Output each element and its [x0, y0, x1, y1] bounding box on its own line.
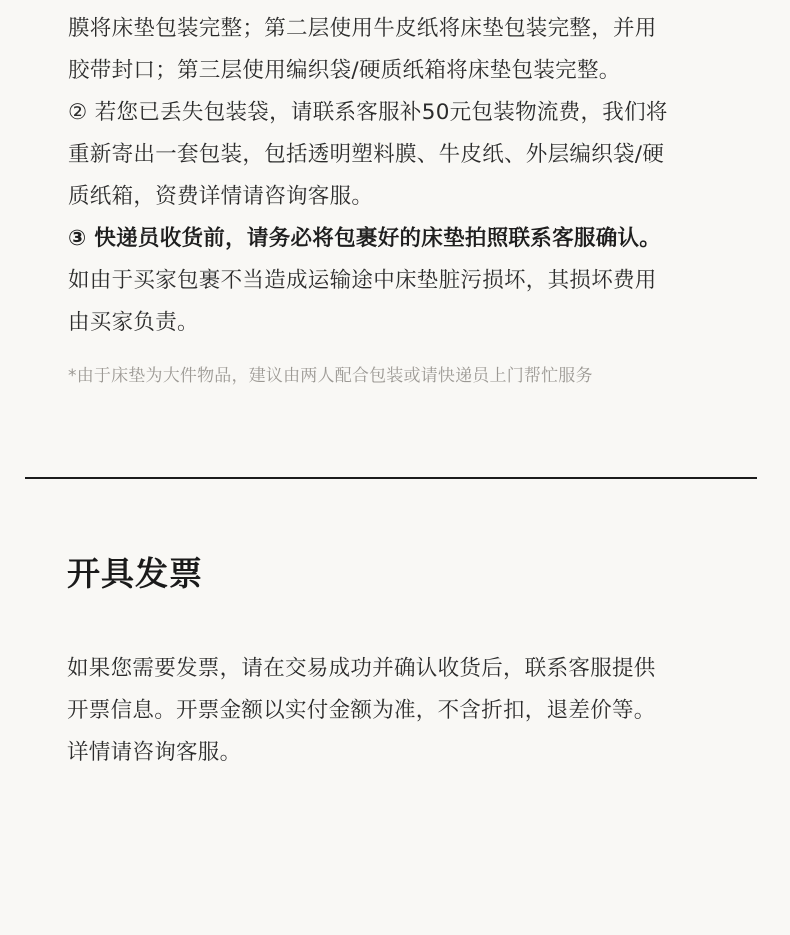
invoice-heading: 开具发票 [67, 554, 203, 593]
courier-photo-notice: ③ 快递员收货前，请务必将包裹好的床垫拍照联系客服确认。 [68, 226, 662, 251]
packing-footnote: *由于床垫为大件物品，建议由两人配合包装或请快递员上门帮忙服务 [68, 366, 593, 386]
damage-liability-line: 如由于买家包裹不当造成运输途中床垫脏污损坏，其损坏费用 [68, 268, 657, 293]
invoice-line: 详情请咨询客服。 [67, 740, 242, 765]
lost-packaging-line: ② 若您已丢失包装袋，请联系客服补50元包装物流费，我们将 [68, 100, 668, 125]
section-divider [25, 477, 757, 479]
invoice-line: 开票信息。开票金额以实付金额为准，不含折扣，退差价等。 [67, 698, 656, 723]
lost-packaging-line: 质纸箱，资费详情请咨询客服。 [68, 184, 374, 209]
packing-instructions [68, 8, 748, 396]
lost-packaging-line: 重新寄出一套包装，包括透明塑料膜、牛皮纸、外层编织袋/硬 [68, 142, 665, 167]
invoice-line: 如果您需要发票，请在交易成功并确认收货后，联系客服提供 [67, 656, 656, 681]
invoice-description [67, 648, 747, 774]
packing-line: 膜将床垫包装完整；第二层使用牛皮纸将床垫包装完整，并用 [68, 16, 657, 41]
damage-liability-line: 由买家负责。 [68, 310, 199, 335]
packing-line: 胶带封口；第三层使用编织袋/硬质纸箱将床垫包装完整。 [68, 58, 621, 83]
